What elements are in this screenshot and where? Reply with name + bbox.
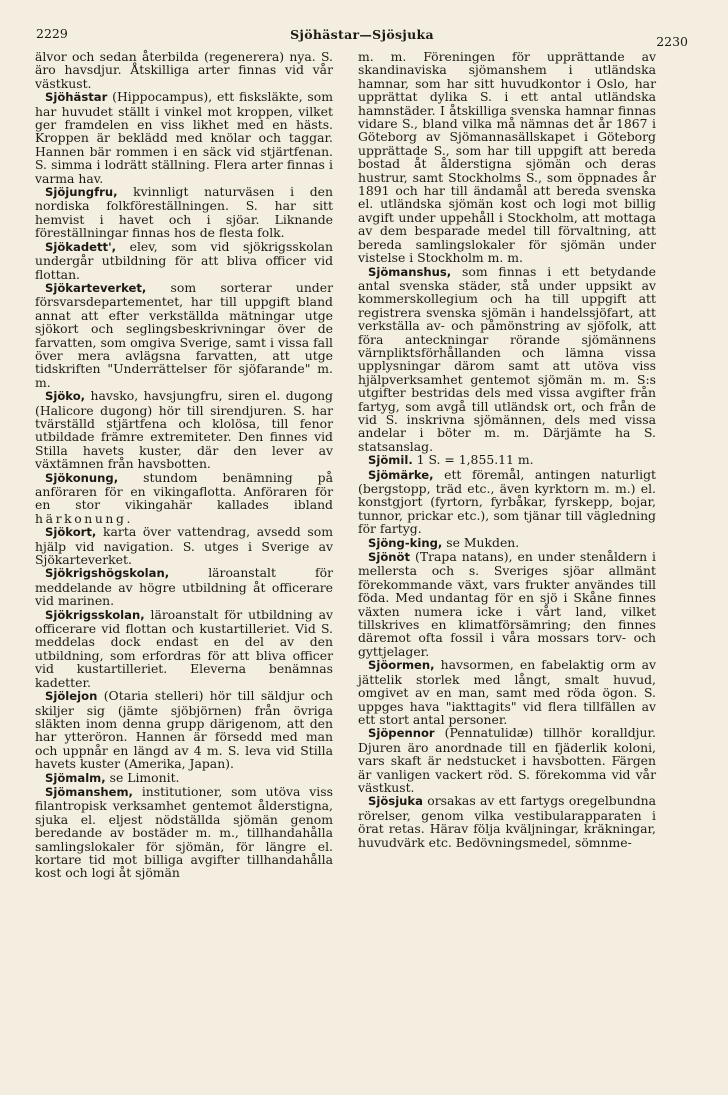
entry-headword: Sjömil.	[368, 453, 413, 468]
entry-headword: Sjösjuka	[368, 794, 423, 809]
entry-headword: Sjömanshem,	[45, 784, 133, 799]
dictionary-entry	[35, 50, 333, 90]
entry-headword: Sjökarteverket,	[45, 280, 147, 295]
entry-spaced-word: härkonung	[35, 510, 127, 526]
entry-text: läroanstalt för utbildning av officerare vid flottan och kustartilleriet. Vid S. meddelas dock endast en del av den utbildning, som erfordras för att bliva officer vid kustartilleriet. Eleverna benämnas kadetter.	[35, 606, 333, 690]
entry-headword: Sjönöt	[368, 550, 411, 565]
dictionary-entry	[35, 785, 333, 880]
dictionary-entry	[358, 50, 656, 265]
dictionary-entry	[35, 281, 333, 389]
entry-text: 1 S. = 1,855.11 m.	[412, 452, 534, 468]
dictionary-entry	[35, 389, 333, 470]
entry-text: m. m. Föreningen för upprättande av skandinaviska sjömanshem i utländska hamnar, som har sitt huvudkontor i Oslo, har upprättat dylika S. i ett antal utländska hamnstäder. I åtskilliga svenska hamnar finnas vidare S., bland vilka må nämnas det år 1867 i Göteborg av Sjömannasällskapet i Göteborg upprättade S., som har till uppgift att bereda bostad åt ålderstigna sjömän och deras hustrur, samt Stockholms S., som öppnades år 1891 och har till ändamål att bereda svenska el. utländska sjömän kost och logi mot billig avgift under uppehåll i Stockholm, att mottaga av dem besparade medel till förvaltning, att bereda samlingslokaler för sjömän under vistelse i Stockholm m. m.	[358, 49, 656, 266]
entry-text: karta över vattendrag, avsedd som hjälp vid navigation. S. utges i Sverige av Sjökarteverket.	[35, 524, 333, 568]
page-header	[36, 26, 688, 48]
entry-text: havsormen, en fabelaktig orm av jättelik storlek med långt, smalt huvud, omgivet av en man, samt med röda ögon. S. uppges hava "iakttagits" vid flera tillfällen av ett stort antal personer.	[358, 657, 656, 727]
dictionary-entry	[358, 265, 656, 454]
entry-headword: Sjöjungfru,	[45, 185, 118, 200]
entry-headword: Sjökrigshögskolan,	[45, 566, 170, 581]
dictionary-entry	[35, 471, 333, 526]
entry-text: havsko, havsjungfru, siren el. dugong (Halicore dugong) hör till sirendjuren. S. har tvärställd stjärtfena och klolösa, till fenor utbildade främre extremiteter. Den finnes vid Stilla havets kuster, där den lever av växtämnen från havsbotten.	[35, 388, 333, 472]
entry-text: läroanstalt för meddelande av högre utbildning åt officerare vid marinen.	[35, 565, 333, 609]
entry-headword: Sjöormen,	[368, 658, 435, 673]
entry-text: orsakas av ett fartygs oregelbundna rörelser, genom vilka vestibularapparaten i örat retas. Härav följa kväljningar, kräkningar, huvudvärk etc. Bedövningsmedel, sömnme-	[358, 793, 656, 850]
entry-headword: Sjömanshus,	[368, 264, 452, 279]
dictionary-entry	[35, 90, 333, 185]
dictionary-entry	[358, 550, 656, 658]
entry-text: institutioner, som utöva viss filantropisk verksamhet gentemot ålderstigna, sjuka el. eljest nödställda sjömän genom beredande av bostäder m. m., tillhandahålla samlingslokaler för sjömän, för längre el. kortare tid mot billiga avgifter tillhandahålla kost och logi åt sjömän	[35, 783, 333, 881]
entry-text: se Limonit.	[105, 769, 180, 785]
entry-text: (Pennatulidæ) tillhör koralldjur. Djuren äro anordnade till en fjäderlik koloni, vars skaft är nedstucket i havsbotten. Färgen är vanligen vackert röd. S. förekomma vid vår västkust.	[358, 725, 656, 795]
dictionary-entry	[35, 185, 333, 240]
dictionary-entry	[35, 689, 333, 770]
dictionary-entry	[358, 658, 656, 726]
entry-headword: Sjömärke,	[368, 467, 434, 482]
entry-text: som sorterar under försvarsdepartementet, har till uppgift bland annat att efter verkställda mätningar utge sjökort och seglingsbeskrivningar över de farvatten, som omgiva Sverige, samt i vissa fall över mera avlägsna farvatten, att utge tidskriften "Underrättelser för sjöfarande" m. m.	[35, 279, 333, 390]
right-page-number: 2230	[656, 34, 688, 49]
entry-headword: Sjöpennor	[368, 726, 435, 741]
right-column	[358, 50, 656, 849]
dictionary-entry	[358, 453, 656, 467]
left-column	[35, 50, 333, 880]
entry-headword: Sjökadett',	[45, 239, 117, 254]
entry-headword: Sjöko,	[45, 389, 86, 404]
dictionary-entry	[35, 240, 333, 281]
entry-headword: Sjökort,	[45, 525, 97, 540]
entry-text: (Hippocampus), ett fisksläkte, som har huvudet ställt i vinkel mot kroppen, vilket ger framdelen en viss likhet med en hästs. Kroppen är beklädd med knölar och taggar. Hannen bär rommen i en säck vid stjärtfenan. S. simma i lodrätt ställning. Flera arter finnas i varma hav.	[35, 89, 333, 186]
dictionary-entry	[358, 726, 656, 794]
entry-text: elev, som vid sjökrigsskolan undergår utbildning för att bliva officer vid flottan.	[35, 238, 333, 282]
entry-headword: Sjölejon	[45, 689, 98, 704]
entry-tail: .	[126, 510, 131, 526]
running-title: Sjöhästar—Sjösjuka	[290, 27, 434, 42]
entry-headword: Sjökrigsskolan,	[45, 607, 145, 622]
entry-text: stundom benämning på anföraren för en vikingaflotta. Anföraren för en stor vikingahär kallades ibland	[35, 469, 333, 513]
dictionary-entry	[35, 566, 333, 607]
dictionary-entry	[358, 468, 656, 536]
dictionary-entry	[358, 536, 656, 550]
entry-headword: Sjöhästar	[45, 90, 108, 105]
entry-headword: Sjökonung,	[45, 470, 119, 485]
entry-text: kvinnligt naturväsen i den nordiska folkföreställningen. S. har sitt hemvist i havet och i sjöar. Liknande föreställningar finnas hos de flesta folk.	[35, 184, 333, 241]
left-page-number: 2229	[36, 26, 68, 41]
entry-text: (Otaria stelleri) hör till säldjur och skiljer sig (jämte sjöbjörnen) från övriga släkten inom denna grupp därigenom, att den har ytteröron. Hannen är försedd med man och uppnår en längd av 4 m. S. leva vid Stilla havets kuster (Amerika, Japan).	[35, 688, 333, 772]
entry-headword: Sjöng-king,	[368, 535, 443, 550]
entry-text: som finnas i ett betydande antal svenska städer, stå under uppsikt av kommerskollegium och ha till uppgift att registrera svenska sjömän i handelssjöfart, att verkställa av- och påmönstring av sjöfolk, att föra anteckningar rörande sjömännens värnpliktsförhållanden och lämna vissa upplysningar därom samt att utöva viss hjälpverksamhet gentemot sjömän m. m. S:s utgifter bestridas dels med vissa avgifter från fartyg, som avgå till utländsk ort, och från de vid S. inskrivna sjömännen, dels med vissa andelar i böter m. m. Därjämte ha S. statsanslag.	[358, 263, 656, 454]
dictionary-entry	[35, 771, 333, 785]
dictionary-entry	[358, 794, 656, 849]
entry-text: se Mukden.	[442, 534, 520, 550]
entry-text: älvor och sedan återbilda (regenerera) nya. S. äro havsdjur. Åtskilliga arter finnas vid vår västkust.	[35, 49, 333, 91]
entry-text: ett föremål, antingen naturligt (bergstopp, träd etc., även kyrktorn m. m.) el. konstgjort (fyrtorn, fyrbåkar, fyrskepp, bojar, tunnor, prickar etc.), som tjänar till vägledning för fartyg.	[358, 466, 656, 537]
entry-headword: Sjömalm,	[45, 770, 106, 785]
dictionary-entry	[35, 525, 333, 566]
entry-text: (Trapa natans), en under stenåldern i mellersta och s. Sveriges sjöar allmänt förekommande växt, vars frukter användes till föda. Med undantag för en sjö i Skåne finnes växten numera icke i vårt land, vilket tillskrives en klimatförsämring; den finnes däremot ofta fossil i våra mossars torv- och gyttjelager.	[358, 549, 656, 659]
dictionary-entry	[35, 608, 333, 689]
